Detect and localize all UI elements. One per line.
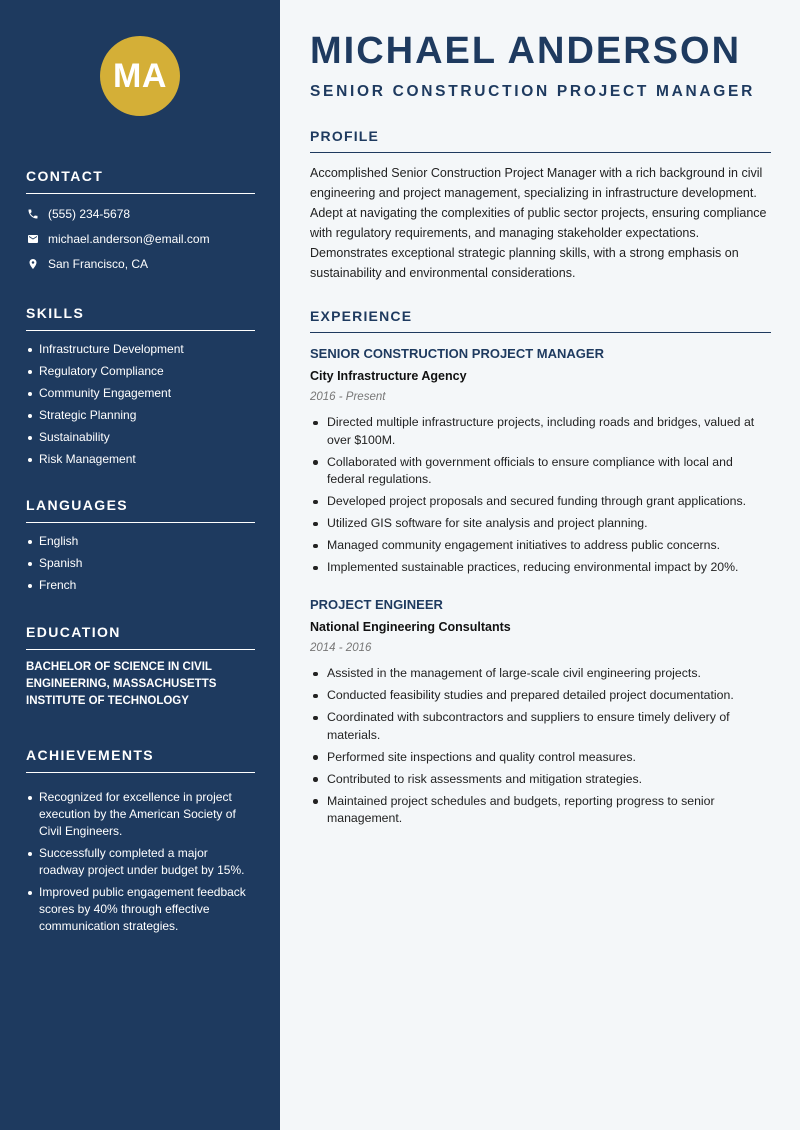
skill-item: Sustainability bbox=[26, 429, 255, 446]
skill-item: Strategic Planning bbox=[26, 407, 255, 424]
job-bullet: Collaborated with government officials to ensure compliance with local and federal regulations. bbox=[310, 454, 771, 489]
job-bullet: Implemented sustainable practices, reducing environmental impact by 20%. bbox=[310, 559, 771, 577]
job-bullet: Assisted in the management of large-scale civil engineering projects. bbox=[310, 665, 771, 683]
skill-item: Regulatory Compliance bbox=[26, 363, 255, 380]
job-title: PROJECT ENGINEER bbox=[310, 597, 443, 612]
education-degree: BACHELOR OF SCIENCE IN CIVIL ENGINEERING, MASSACHUSETTS INSTITUTE OF TECHNOLOGY bbox=[26, 661, 217, 707]
skill-item: Infrastructure Development bbox=[26, 341, 255, 358]
languages-list bbox=[26, 533, 255, 594]
skills-section bbox=[26, 305, 255, 473]
job-bullet: Coordinated with subcontractors and suppliers to ensure timely delivery of materials. bbox=[310, 709, 771, 744]
job-company: City Infrastructure Agency bbox=[310, 369, 467, 383]
achievements-heading: ACHIEVEMENTS bbox=[26, 747, 255, 773]
job-title: SENIOR CONSTRUCTION PROJECT MANAGER bbox=[310, 346, 604, 361]
languages-heading: LANGUAGES bbox=[26, 497, 255, 523]
skills-heading: SKILLS bbox=[26, 305, 255, 331]
job-bullet: Managed community engagement initiatives to address public concerns. bbox=[310, 537, 771, 555]
skill-item: Community Engagement bbox=[26, 385, 255, 402]
job-bullets bbox=[310, 665, 771, 828]
job-dates: 2016 - Present bbox=[310, 391, 386, 403]
achievements-list bbox=[26, 789, 255, 935]
job-bullet: Contributed to risk assessments and mitigation strategies. bbox=[310, 771, 771, 789]
profile-section bbox=[310, 128, 771, 283]
contact-section bbox=[26, 168, 255, 272]
job-company: National Engineering Consultants bbox=[310, 620, 511, 634]
achievement-item: Successfully completed a major roadway project under budget by 15%. bbox=[26, 845, 255, 879]
candidate-role: SENIOR CONSTRUCTION PROJECT MANAGER bbox=[310, 83, 755, 100]
map-pin-icon bbox=[26, 257, 40, 271]
skill-item: Risk Management bbox=[26, 451, 255, 468]
avatar: MA bbox=[100, 36, 180, 116]
language-item: French bbox=[26, 577, 255, 594]
phone-icon bbox=[26, 207, 40, 221]
email-text: michael.anderson@email.com bbox=[48, 232, 210, 246]
mail-icon bbox=[26, 232, 40, 246]
skills-list bbox=[26, 341, 255, 468]
profile-heading: PROFILE bbox=[310, 128, 771, 153]
location-text: San Francisco, CA bbox=[48, 257, 149, 271]
job-bullet: Maintained project schedules and budgets, reporting progress to senior management. bbox=[310, 793, 771, 828]
contact-email bbox=[26, 231, 255, 247]
education-section bbox=[26, 624, 255, 710]
job-dates: 2014 - 2016 bbox=[310, 642, 372, 654]
phone-text: (555) 234-5678 bbox=[48, 207, 131, 221]
contact-location bbox=[26, 256, 255, 272]
contact-phone bbox=[26, 206, 255, 222]
sidebar bbox=[0, 0, 280, 1130]
education-heading: EDUCATION bbox=[26, 624, 255, 650]
job-entry bbox=[310, 346, 771, 582]
job-bullet: Utilized GIS software for site analysis and project planning. bbox=[310, 515, 771, 533]
experience-heading: EXPERIENCE bbox=[310, 308, 771, 333]
job-bullet: Directed multiple infrastructure projects, including roads and bridges, valued at over $100M. bbox=[310, 414, 771, 449]
job-bullet: Performed site inspections and quality control measures. bbox=[310, 749, 771, 767]
contact-heading: CONTACT bbox=[26, 168, 255, 194]
language-item: Spanish bbox=[26, 555, 255, 572]
achievements-section bbox=[26, 747, 255, 940]
languages-section bbox=[26, 497, 255, 599]
job-bullet: Conducted feasibility studies and prepared detailed project documentation. bbox=[310, 687, 771, 705]
profile-summary: Accomplished Senior Construction Project Manager with a rich background in civil engineering and project management, specializing in infrastructure development. Adept at navigating the complexities of public sector projects, ensuring compliance with regulatory requirements, and managing stakeholder expectations. Demonstrates exceptional strategic planning skills, with a strong emphasis on sustainability and environmental considerations. bbox=[310, 166, 767, 280]
achievement-item: Improved public engagement feedback scores by 40% through effective communication strategies. bbox=[26, 884, 255, 935]
language-item: English bbox=[26, 533, 255, 550]
job-entry bbox=[310, 597, 771, 833]
experience-section bbox=[310, 308, 771, 333]
job-bullet: Developed project proposals and secured funding through grant applications. bbox=[310, 493, 771, 511]
achievement-item: Recognized for excellence in project execution by the American Society of Civil Engineers. bbox=[26, 789, 255, 840]
candidate-name: MICHAEL ANDERSON bbox=[310, 30, 742, 72]
job-bullets bbox=[310, 414, 771, 577]
